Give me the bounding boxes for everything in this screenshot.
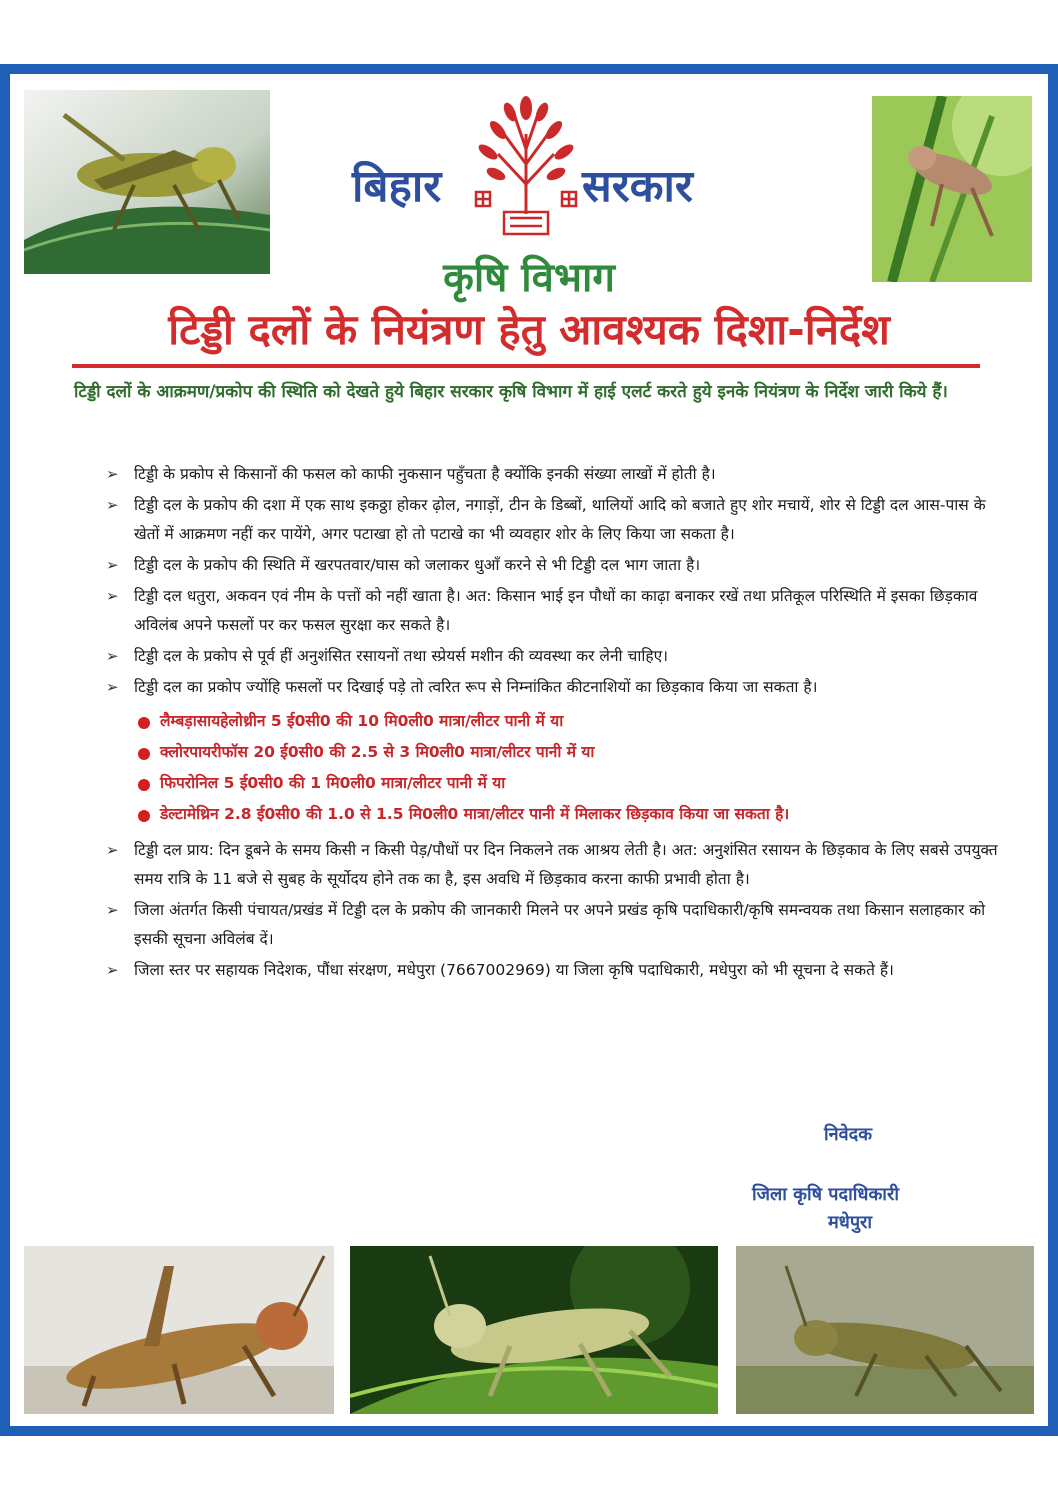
red-dot-icon [138, 748, 150, 760]
grasshopper-photo-bottom-center [350, 1246, 718, 1414]
title-divider [72, 364, 980, 368]
arrow-bullet-icon: ➢ [106, 678, 119, 696]
list-item: ➢ जिला स्तर पर सहायक निदेशक, पौंधा संरक्षण, मधेपुरा (7667002969) या जिला कृषि पदाधिकारी, मधेपुरा को भी सूचना दे सकते हैं। [106, 956, 1006, 985]
bodhi-tree-emblem-icon [462, 94, 590, 244]
insecticide-item: लैम्बड़ासायहेलोथ्रीन 5 ई0सी0 की 10 मि0ली0 मात्रा/लीटर पानी में या [134, 706, 1006, 737]
guideline-list [106, 460, 1006, 987]
list-item: ➢ टिड्डी दल प्राय: दिन डूबने के समय किसी न किसी पेड़/पौधों पर दिन निकलने तक आश्रय लेती है। अत: अनुशंसित रसायन के छिड़काव के लिए सबसे उपयुक्त समय रात्रि के 11 बजे से सुबह के सूर्योदय होने तक का है, इस अवधि में छिड़काव करना काफी प्रभावी होता है। [106, 836, 1006, 894]
red-dot-icon [138, 779, 150, 791]
wordmark-sarkar: सरकार [582, 161, 693, 212]
grasshopper-photo-bottom-right [736, 1246, 1034, 1414]
arrow-bullet-icon: ➢ [106, 496, 119, 514]
insecticide-item: फिपरोनिल 5 ई0सी0 की 1 मि0ली0 मात्रा/लीटर पानी में या [134, 768, 1006, 799]
intro-paragraph: टिड्डी दलों के आक्रमण/प्रकोप की स्थिति को देखते हुये बिहार सरकार कृषि विभाग में हाई एलर्ट करते हुये इनके नियंत्रण के निर्देश जारी किये हैं। [74, 382, 948, 402]
signature-designation: जिला कृषि पदाधिकारी [752, 1184, 899, 1205]
arrow-bullet-icon: ➢ [106, 841, 119, 859]
poster-frame [0, 64, 1058, 1436]
arrow-bullet-icon: ➢ [106, 587, 119, 605]
arrow-bullet-icon: ➢ [106, 556, 119, 574]
arrow-bullet-icon: ➢ [106, 961, 119, 979]
insecticide-item: क्लोरपायरीफॉस 20 ई0सी0 की 2.5 से 3 मि0ली0 मात्रा/लीटर पानी में या [134, 737, 1006, 768]
arrow-bullet-icon: ➢ [106, 465, 119, 483]
list-item: ➢ टिड्डी के प्रकोप से किसानों की फसल को काफी नुकसान पहुँचता है क्योंकि इनकी संख्या लाखों में होती है। [106, 460, 1006, 489]
wordmark-bihar: बिहार [352, 161, 442, 212]
list-item: ➢ टिड्डी दल के प्रकोप की स्थिति में खरपतवार/घास को जलाकर धुआँ करने से भी टिड्डी दल भाग जाता है। [106, 551, 1006, 580]
department-name: कृषि विभाग [443, 255, 615, 301]
list-item: ➢ जिला अंतर्गत किसी पंचायत/प्रखंड में टिड्डी दल के प्रकोप की जानकारी मिलने पर अपने प्रखंड कृषि पदाधिकारी/कृषि समन्वयक तथा किसान सलाहकार को इसकी सूचना अविलंब दें। [106, 896, 1006, 954]
arrow-bullet-icon: ➢ [106, 901, 119, 919]
insecticide-item: डेल्टामेथ्रिन 2.8 ई0सी0 की 1.0 से 1.5 मि0ली0 मात्रा/लीटर पानी में मिलाकर छिड़काव किया जा सकता है। [134, 799, 1006, 830]
red-dot-icon [138, 717, 150, 729]
red-dot-icon [138, 810, 150, 822]
list-item: ➢ टिड्डी दल का प्रकोप ज्योंहि फसलों पर दिखाई पड़े तो त्वरित रूप से निम्नांकित कीटनाशियों का छिड़काव किया जा सकता है। लैम्बड़ासायहेलोथ्रीन 5 ई0सी0 की 10 मि0ली0 मात्रा/लीटर पानी में या क्लोरपायरीफॉस 20 ई0सी0 की 2.5 से 3 मि0ली0 मात्रा/लीटर पानी में या फिपरोनिल 5 ई0सी0 की 1 मि0ली0 मात्रा/लीटर पानी में या डेल्टामेथ्रिन 2.8 ई0सी0 की 1.0 से 1.5 मि0ली0 मात्रा/लीटर पानी में मिलाकर छिड़काव किया जा सकता है। [106, 673, 1006, 830]
poster [10, 74, 1048, 1426]
insecticide-list [134, 706, 1006, 830]
list-item: ➢ टिड्डी दल धतुरा, अकवन एवं नीम के पत्तों को नहीं खाता है। अत: किसान भाई इन पौधों का काढ़ा बनाकर रखें तथा प्रतिकूल परिस्थिति में इसका छिड़काव अविलंब अपने फसलों पर कर फसल सुरक्षा कर सकते है। [106, 582, 1006, 640]
list-item: ➢ टिड्डी दल के प्रकोप से पूर्व हीं अनुशंसित रसायनों तथा स्प्रेयर्स मशीन की व्यवस्था कर लेनी चाहिए। [106, 642, 1006, 671]
locust-photo-bottom-left [24, 1246, 334, 1414]
signature-label: निवेदक [824, 1124, 873, 1145]
list-item: ➢ टिड्डी दल के प्रकोप की दशा में एक साथ इकठ्ठा होकर ढ़ोल, नगाड़ों, टीन के डिब्बों, थालियों आदि को बजाते हुए शोर मचायें, शोर से टिड्डी दल आस-पास के खेतों में आक्रमण नहीं कर पायेंगे, अगर पटाखा हो तो पटाखे का भी व्यवहार शोर के लिए किया जा सकता है। [106, 491, 1006, 549]
arrow-bullet-icon: ➢ [106, 647, 119, 665]
page-title: टिड्डी दलों के नियंत्रण हेतु आवश्यक दिशा-निर्देश [168, 305, 890, 354]
signature-place: मधेपुरा [828, 1212, 873, 1233]
